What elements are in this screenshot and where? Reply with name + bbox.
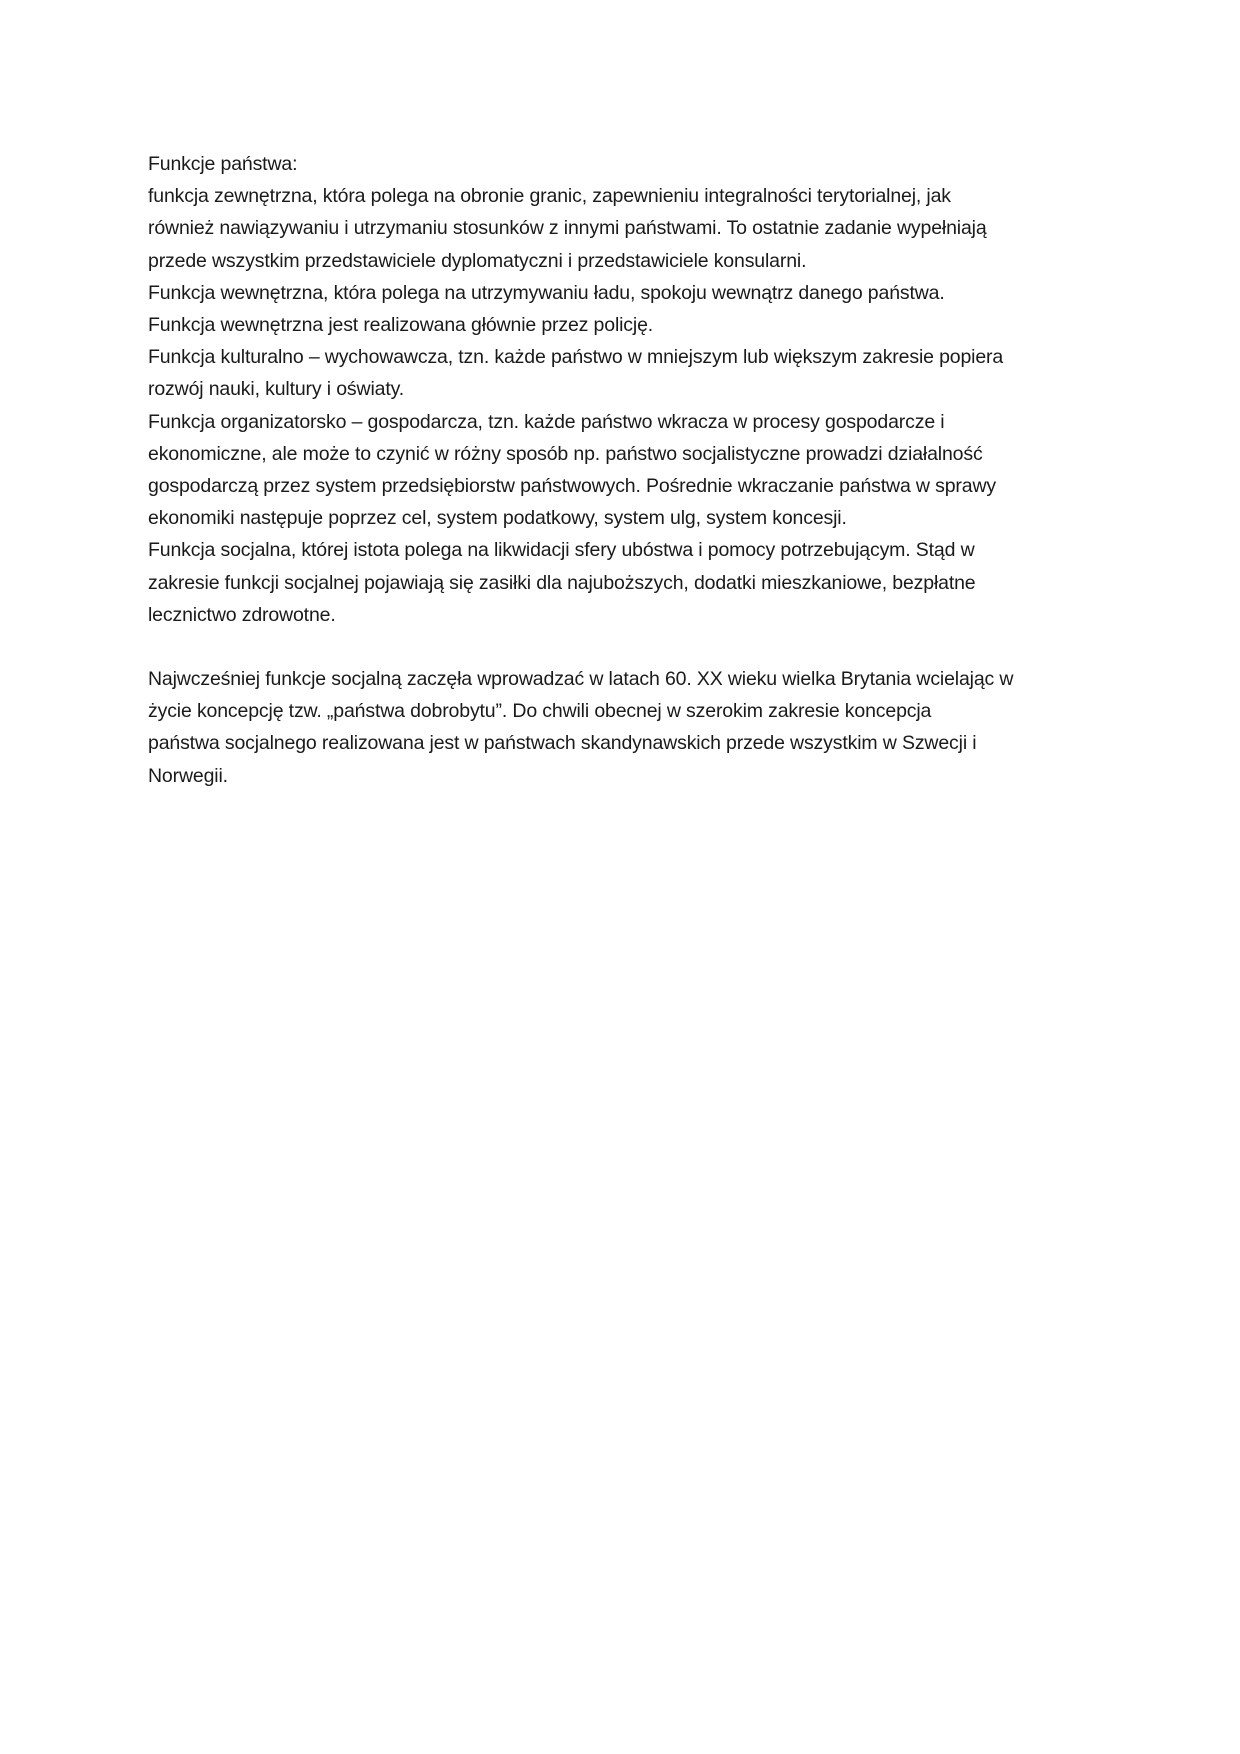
text-line: gospodarczą przez system przedsiębiorstw państwowych. Pośrednie wkraczanie państwa w sprawy <box>148 475 996 498</box>
paragraph-economic-function <box>148 406 1092 535</box>
text-line: życie koncepcję tzw. „państwa dobrobytu”. Do chwili obecnej w szerokim zakresie koncepcja <box>148 700 932 723</box>
text-line: przede wszystkim przedstawiciele dyplomatyczni i przedstawiciele konsularni. <box>148 249 807 272</box>
text-line: Funkcja socjalna, której istota polega na likwidacji sfery ubóstwa i pomocy potrzebującym. Stąd w <box>148 539 975 562</box>
text-line: Funkcja wewnętrzna, która polega na utrzymywaniu ładu, spokoju wewnątrz danego państwa. <box>148 281 945 304</box>
text-line: Funkcja kulturalno – wychowawcza, tzn. każde państwo w mniejszym lub większym zakresie popiera <box>148 346 1004 369</box>
paragraph-social-function <box>148 534 1092 631</box>
text-line: również nawiązywaniu i utrzymaniu stosunków z innymi państwami. To ostatnie zadanie wypełniają <box>148 217 987 240</box>
document-heading <box>148 148 1092 180</box>
text-line: ekonomiczne, ale może to czynić w różny sposób np. państwo socjalistyczne prowadzi działalność <box>148 442 983 465</box>
text-line: funkcja zewnętrzna, która polega na obronie granic, zapewnieniu integralności terytorialnej, jak <box>148 185 951 208</box>
text-line: zakresie funkcji socjalnej pojawiają się zasiłki dla najuboższych, dodatki mieszkaniowe, bezpłatne <box>148 571 976 594</box>
text-line: Najwcześniej funkcje socjalną zaczęła wprowadzać w latach 60. XX wieku wielka Brytania wcielając w <box>148 668 1014 691</box>
document-body <box>148 148 1092 792</box>
paragraph-welfare-state <box>148 663 1092 792</box>
text-line: ekonomiki następuje poprzez cel, system podatkowy, system ulg, system koncesji. <box>148 507 847 530</box>
text-line: Funkcja organizatorsko – gospodarcza, tzn. każde państwo wkracza w procesy gospodarcze i <box>148 410 945 433</box>
paragraph-cultural-function <box>148 341 1092 405</box>
paragraph-spacer <box>148 631 1092 663</box>
text-line: lecznictwo zdrowotne. <box>148 603 336 626</box>
paragraph-internal-function <box>148 277 1092 341</box>
text-line: Funkcja wewnętrzna jest realizowana głównie przez policję. <box>148 314 654 337</box>
text-line: państwa socjalnego realizowana jest w państwach skandynawskich przede wszystkim w Szwecji i <box>148 732 977 755</box>
text-line: Norwegii. <box>148 764 228 787</box>
text-line: rozwój nauki, kultury i oświaty. <box>148 378 405 401</box>
paragraph-external-function <box>148 180 1092 277</box>
heading-line: Funkcje państwa: <box>148 153 298 175</box>
